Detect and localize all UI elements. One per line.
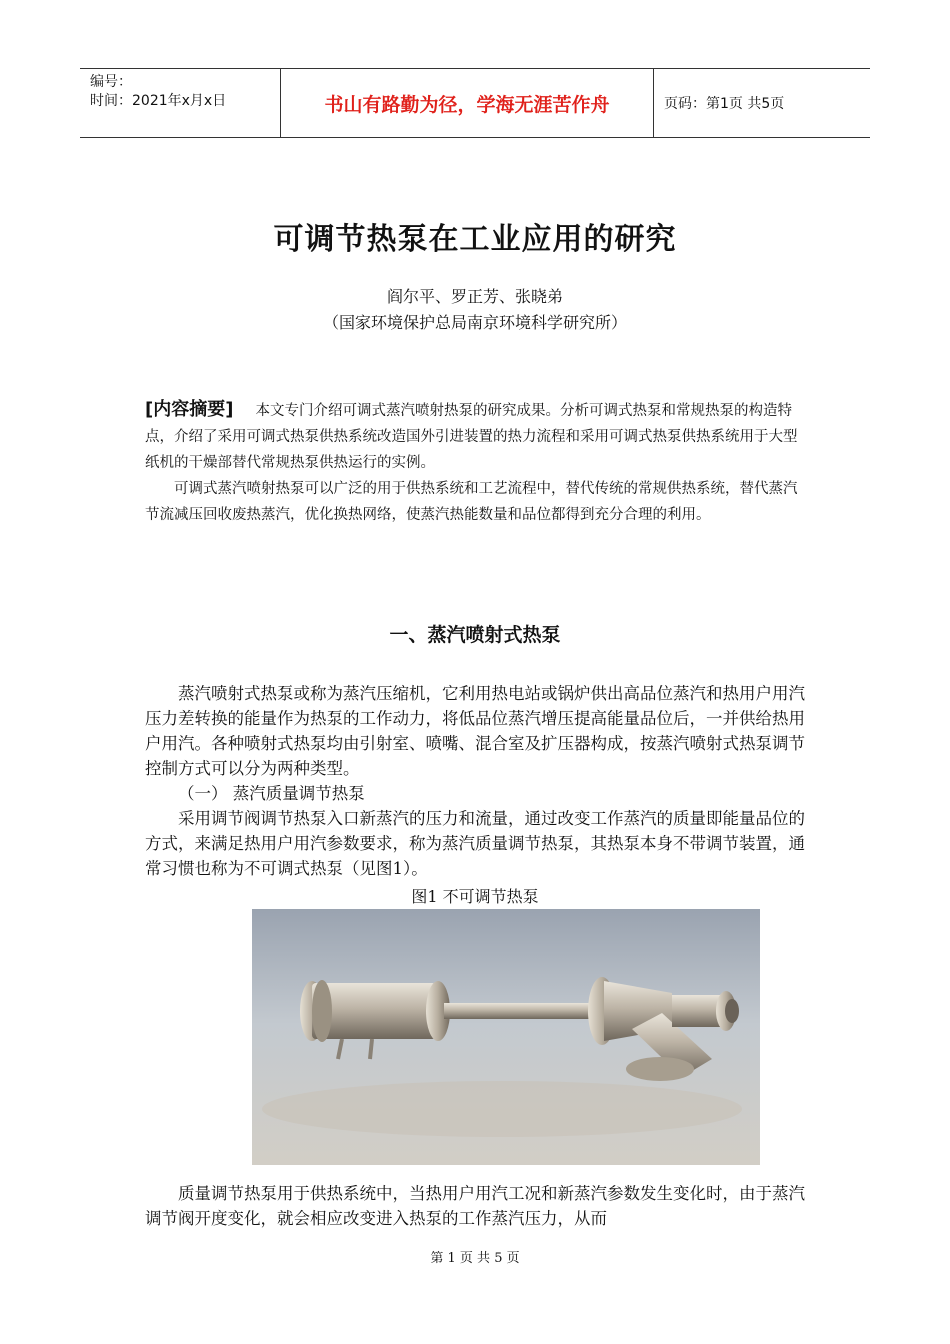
motto-text: 书山有路勤为径，学海无涯苦作舟: [324, 93, 610, 116]
abstract-para-1: [145, 397, 810, 476]
abstract-para-2: 可调式蒸汽喷射热泵可以广泛的用于供热系统和工艺流程中，替代传统的常规供热系统，替代蒸汽节流减压回收废热蒸汽，优化换热网络，使蒸汽热能数量和品位都得到充分合理的利用。: [145, 481, 798, 523]
header-table: [80, 68, 870, 138]
page-info: 页码：第1页 共5页: [664, 96, 785, 112]
body-para-1: 蒸汽喷射式热泵或称为蒸汽压缩机，它利用热电站或锅炉供出高品位蒸汽和热用户用汽压力差转换的能量作为热泵的工作动力，将低品位蒸汽增压提高能量品位后，一并供给热用户用汽。各种喷射式热泵均由引射室、喷嘴、混合室及扩压器构成，按蒸汽喷射式热泵调节控制方式可以分为两种类型。: [145, 684, 805, 778]
body-para-3: 质量调节热泵用于供热系统中，当热用户用汽工况和新蒸汽参数发生变化时，由于蒸汽调节阀开度变化，就会相应改变进入热泵的工作蒸汽压力，从而: [145, 1184, 805, 1228]
section-body: [145, 681, 810, 881]
header-motto-cell: [280, 69, 654, 137]
header-page-cell: [654, 69, 870, 137]
page-footer: 第 1 页 共 5 页: [430, 1251, 520, 1266]
section-heading: 一、蒸汽喷射式热泵: [389, 624, 561, 646]
subheading: （一） 蒸汽质量调节热泵: [178, 784, 365, 803]
number-label: 编号：: [90, 74, 132, 90]
body-para-2: 采用调节阀调节热泵入口新蒸汽的压力和流量，通过改变工作蒸汽的质量即能量品位的方式，来满足热用户用汽参数要求，称为蒸汽质量调节热泵，其热泵本身不带调节装置，通常习惯也称为不可调式热泵（见图1）。: [145, 809, 805, 878]
abstract-rest: 热泵的构造特点，介绍了采用可调式热泵供热系统改造国外引进装置的热力流程和采用可调式热泵供热系统用于大型纸机的干燥部替代常规热泵供热运行的实例。: [145, 403, 798, 471]
abstract-label: [内容摘要]: [145, 399, 234, 420]
date-label: 时间：2021年x月x日: [90, 93, 227, 109]
institution: （国家环境保护总局南京环境科学研究所）: [322, 313, 627, 332]
authors: 阎尔平、罗正芳、张晓弟: [386, 287, 563, 306]
section-body-2: [145, 1181, 810, 1231]
heat-pump-photo: [252, 909, 760, 1165]
abstract-line-1: 本文专门介绍可调式蒸汽喷射热泵的研究成果。分析可调式热泵和常规: [255, 403, 705, 419]
abstract: [145, 397, 810, 528]
document-title: 可调节热泵在工业应用的研究: [273, 222, 677, 257]
header-left-cell: [80, 69, 280, 137]
figure-caption: 图1 不可调节热泵: [411, 887, 539, 906]
